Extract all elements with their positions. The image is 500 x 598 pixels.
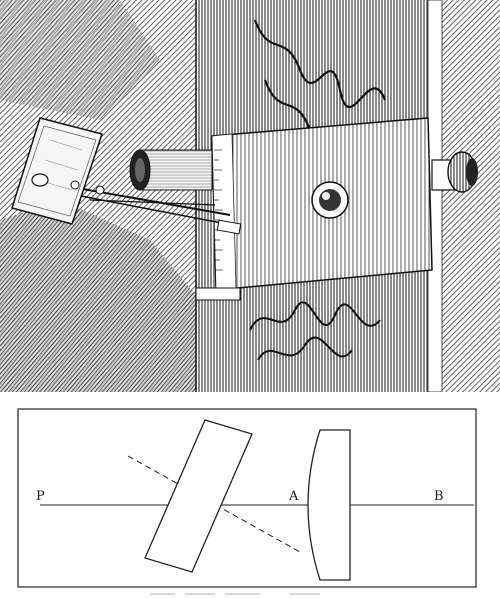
mounting-plate [212, 118, 432, 290]
bottom-bracket [196, 288, 240, 300]
plano-convex-lens [308, 430, 350, 580]
left-cylinder [130, 150, 212, 190]
label-p: P [36, 489, 45, 504]
label-b: B [434, 489, 444, 504]
label-a: A [289, 489, 299, 504]
tilted-glass-slab [145, 420, 252, 572]
optical-diagram [0, 392, 500, 598]
